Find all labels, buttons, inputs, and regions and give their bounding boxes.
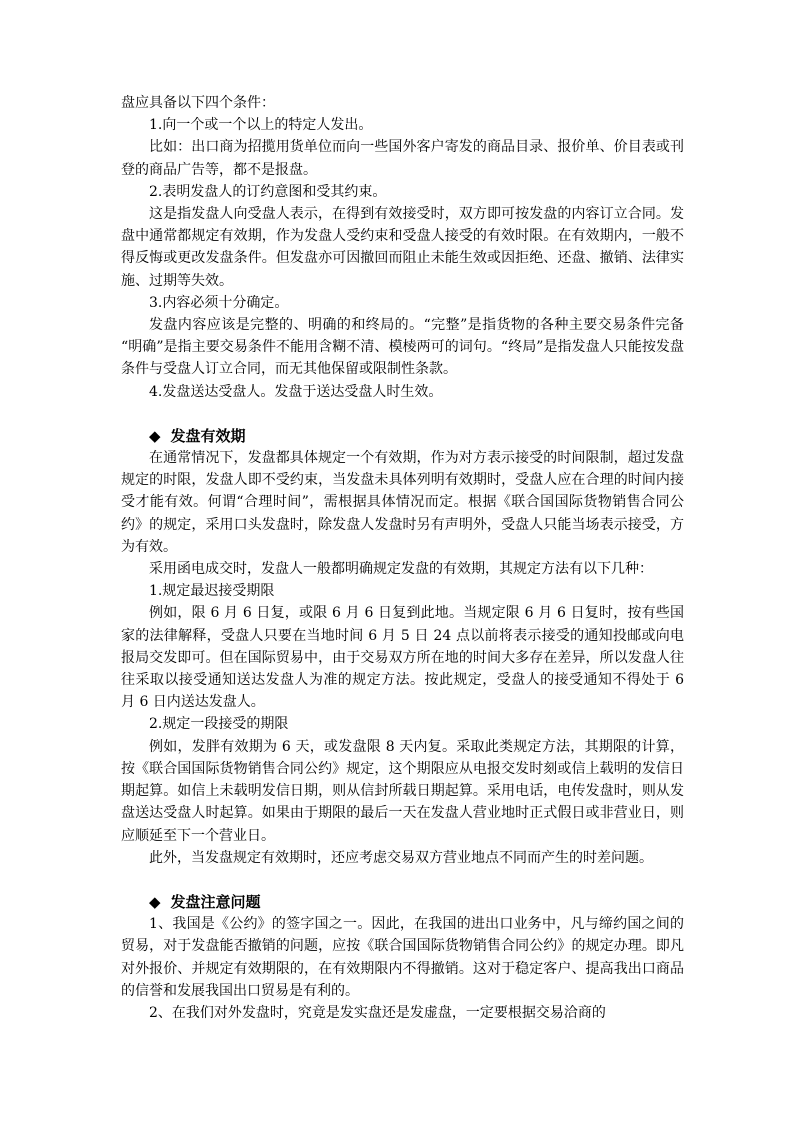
condition-item-1: 1.向一个或一个以上的特定人发出。 (149, 117, 373, 134)
list-item: 1.规定最迟接受期限 (149, 583, 275, 600)
section-heading-notes (121, 891, 684, 913)
paragraph: 2、在我们对外发盘时，究竟是发实盘还是发虚盘，一定要根据交易洽商的 (149, 1004, 606, 1021)
paragraph: 例如，发胖有效期为 6 天，或发盘限 8 天内复。采取此类规定方法，其期限的计算，按《联合国国际货物销售合同公约》规定，这个期限应从电报交发时刻或信上载明的发信日期起算。如信上未载明发信日期，则从信封所载日期起算。采用电话，电传发盘时，则从发盘送达受盘人时起算。如果由于期限的最后一天在发盘人营业地时正式假日或非营业日，则应顺延至下一个营业日。 (121, 738, 684, 844)
diamond-bullet-icon: ◆ (149, 426, 161, 445)
condition-item-3: 3.内容必须十分确定。 (149, 294, 289, 311)
paragraph: 此外，当发盘规定有效期时，还应考虑交易双方营业地点不同而产生的时差问题。 (149, 849, 653, 866)
paragraph: 在通常情况下，发盘都具体规定一个有效期，作为对方表示接受的时间限制，超过发盘规定的时限，发盘人即不受约束，当发盘未具体列明有效期时，受盘人应在合理的时间内接受才能有效。何谓“合理时间”，需根据具体情况而定。根据《联合国国际货物销售合同公约》的规定，采用口头发盘时，除发盘人发盘时另有声明外，受盘人只能当场表示接受，方为有效。 (121, 450, 684, 555)
section-title: 发盘注意问题 (170, 892, 261, 911)
spacer (121, 869, 684, 891)
condition-item-4: 4.发盘送达受盘人。发盘于送达受盘人时生效。 (149, 383, 443, 400)
list-item: 2.规定一段接受的期限 (149, 716, 289, 733)
paragraph: 1、我国是《公约》的签字国之一。因此，在我国的进出口业务中，凡与缔约国之间的贸易，对于发盘能否撤销的问题，应按《联合国国际货物销售合同公约》的规定办理。即凡对外报价、并规定有效期限的，在有效期限内不得撤销。这对于稳定客户、提高我出口商品的信誉和发展我国出口贸易是有利的。 (121, 916, 684, 999)
section-title: 发盘有效期 (170, 426, 246, 445)
paragraph: 比如：出口商为招揽用货单位而向一些国外客户寄发的商品目录、报价单、价目表或刊登的商品广告等，都不是报盘。 (121, 139, 684, 178)
paragraph: 采用函电成交时，发盘人一般都明确规定发盘的有效期，其规定方法有以下几种： (149, 561, 653, 578)
spacer (121, 403, 684, 425)
section-heading-validity (121, 425, 684, 447)
paragraph: 发盘内容应该是完整的、明确的和终局的。“完整”是指货物的各种主要交易条件完备 “明确”是指主要交易条件不能用含糊不清、模棱两可的词句。“终局”是指发盘人只能按发盘条件与受盘人订立合同，而无其他保留或限制性条款。 (121, 317, 684, 378)
condition-item-2: 2.表明发盘人的订约意图和受其约束。 (149, 183, 387, 200)
paragraph: 盘应具备以下四个条件： (121, 95, 275, 111)
document-body (121, 92, 684, 1024)
paragraph: 例如，限 6 月 6 日复，或限 6 月 6 日复到此地。当规定限 6 月 6 日复时，按有些国家的法律解释，受盘人只要在当地时间 6 月 5 日 24 点以前将表示接受的通知投邮或向电报局交发即可。但在国际贸易中，由于交易双方所在地的时间大多存在差异，所以发盘人往往采取以接受通知送达发盘人为准的规定方法。按此规定，受盘人的接受通知不得处于 6 月 6 日内送达发盘人。 (121, 605, 684, 711)
diamond-bullet-icon: ◆ (149, 892, 161, 911)
paragraph: 这是指发盘人向受盘人表示，在得到有效接受时，双方即可按发盘的内容订立合同。发盘中通常都规定有效期，作为发盘人受约束和受盘人接受的有效时限。在有效期内，一般不得反悔或更改发盘条件。但发盘亦可因撤回而阻止未能生效或因拒绝、还盘、撤销、法律实施、过期等失效。 (121, 206, 684, 289)
